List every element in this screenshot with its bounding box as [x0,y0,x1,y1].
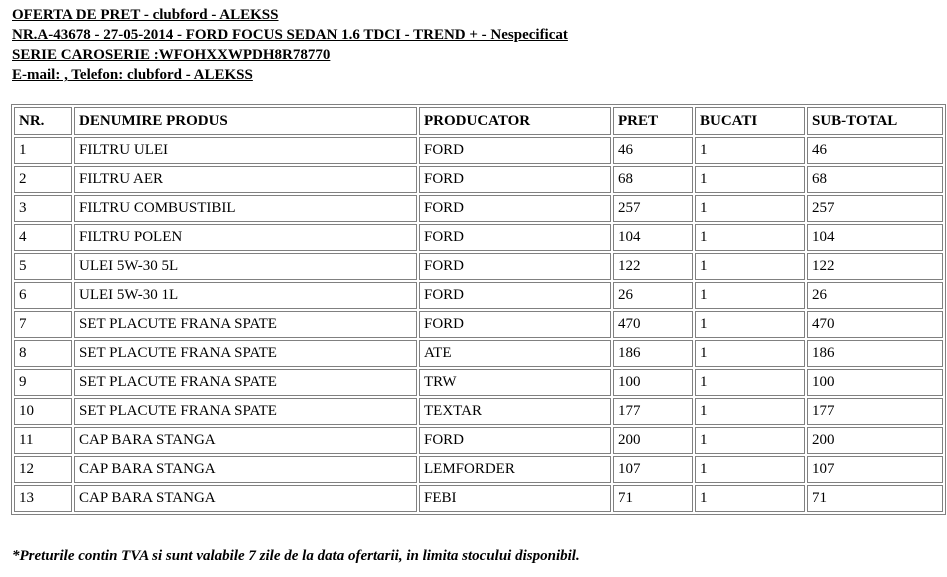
cell-price: 186 [613,340,693,367]
cell-price: 177 [613,398,693,425]
cell-quantity: 1 [695,253,805,280]
offer-number-vehicle: NR.A-43678 - 27-05-2014 - FORD FOCUS SEDAN 1.6 TDCI - TREND + - Nespecificat [12,27,568,43]
cell-quantity: 1 [695,137,805,164]
cell-subtotal: 104 [807,224,943,251]
cell-nr: 10 [14,398,72,425]
column-header-subtotal: SUB-TOTAL [807,107,943,135]
cell-quantity: 1 [695,398,805,425]
cell-manufacturer: LEMFORDER [419,456,611,483]
cell-manufacturer: TEXTAR [419,398,611,425]
column-header-nr: NR. [14,107,72,135]
cell-subtotal: 122 [807,253,943,280]
cell-product-name: FILTRU COMBUSTIBIL [74,195,417,222]
cell-nr: 8 [14,340,72,367]
cell-price: 104 [613,224,693,251]
offer-header [12,5,568,85]
price-footnote: *Preturile contin TVA si sunt valabile 7 zile de la data ofertarii, in limita stocului disponibil. [12,548,580,564]
table-row [14,311,943,338]
cell-quantity: 1 [695,485,805,512]
column-header-quantity: BUCATI [695,107,805,135]
cell-nr: 2 [14,166,72,193]
table-row [14,340,943,367]
cell-price: 107 [613,456,693,483]
cell-nr: 6 [14,282,72,309]
cell-nr: 7 [14,311,72,338]
table-row [14,166,943,193]
cell-subtotal: 470 [807,311,943,338]
cell-quantity: 1 [695,311,805,338]
column-header-product-name: DENUMIRE PRODUS [74,107,417,135]
cell-subtotal: 68 [807,166,943,193]
cell-manufacturer: TRW [419,369,611,396]
cell-manufacturer: FORD [419,253,611,280]
table-row [14,427,943,454]
cell-manufacturer: FORD [419,282,611,309]
cell-subtotal: 26 [807,282,943,309]
cell-quantity: 1 [695,166,805,193]
cell-manufacturer: FORD [419,427,611,454]
cell-product-name: SET PLACUTE FRANA SPATE [74,369,417,396]
offer-title: OFERTA DE PRET - clubford - ALEKSS [12,7,279,23]
cell-quantity: 1 [695,282,805,309]
cell-price: 100 [613,369,693,396]
column-header-manufacturer: PRODUCATOR [419,107,611,135]
cell-quantity: 1 [695,340,805,367]
cell-nr: 9 [14,369,72,396]
cell-subtotal: 257 [807,195,943,222]
cell-price: 68 [613,166,693,193]
products-table [11,104,946,515]
cell-price: 470 [613,311,693,338]
table-row [14,485,943,512]
table-row [14,398,943,425]
cell-price: 26 [613,282,693,309]
cell-quantity: 1 [695,369,805,396]
table-row [14,253,943,280]
cell-manufacturer: FORD [419,195,611,222]
cell-manufacturer: FORD [419,166,611,193]
cell-price: 200 [613,427,693,454]
cell-nr: 3 [14,195,72,222]
table-row [14,282,943,309]
cell-price: 46 [613,137,693,164]
cell-product-name: CAP BARA STANGA [74,485,417,512]
cell-product-name: SET PLACUTE FRANA SPATE [74,311,417,338]
cell-quantity: 1 [695,195,805,222]
cell-nr: 12 [14,456,72,483]
cell-subtotal: 71 [807,485,943,512]
cell-subtotal: 200 [807,427,943,454]
cell-quantity: 1 [695,456,805,483]
table-row [14,456,943,483]
contact-line: E-mail: , Telefon: clubford - ALEKSS [12,67,253,83]
cell-manufacturer: FEBI [419,485,611,512]
cell-manufacturer: ATE [419,340,611,367]
cell-price: 257 [613,195,693,222]
cell-product-name: CAP BARA STANGA [74,456,417,483]
cell-product-name: CAP BARA STANGA [74,427,417,454]
table-header-row [14,107,943,135]
cell-subtotal: 107 [807,456,943,483]
cell-price: 71 [613,485,693,512]
cell-product-name: ULEI 5W-30 1L [74,282,417,309]
cell-subtotal: 46 [807,137,943,164]
cell-nr: 1 [14,137,72,164]
cell-product-name: SET PLACUTE FRANA SPATE [74,340,417,367]
cell-quantity: 1 [695,224,805,251]
column-header-price: PRET [613,107,693,135]
cell-quantity: 1 [695,427,805,454]
cell-price: 122 [613,253,693,280]
cell-subtotal: 100 [807,369,943,396]
cell-manufacturer: FORD [419,224,611,251]
table-row [14,369,943,396]
cell-product-name: FILTRU ULEI [74,137,417,164]
cell-product-name: ULEI 5W-30 5L [74,253,417,280]
cell-nr: 11 [14,427,72,454]
table-row [14,195,943,222]
cell-product-name: SET PLACUTE FRANA SPATE [74,398,417,425]
vin-line: SERIE CAROSERIE :WFOHXXWPDH8R78770 [12,47,331,63]
cell-subtotal: 177 [807,398,943,425]
cell-nr: 13 [14,485,72,512]
cell-nr: 5 [14,253,72,280]
cell-manufacturer: FORD [419,311,611,338]
cell-nr: 4 [14,224,72,251]
cell-subtotal: 186 [807,340,943,367]
table-row [14,224,943,251]
cell-product-name: FILTRU AER [74,166,417,193]
table-row [14,137,943,164]
cell-product-name: FILTRU POLEN [74,224,417,251]
cell-manufacturer: FORD [419,137,611,164]
